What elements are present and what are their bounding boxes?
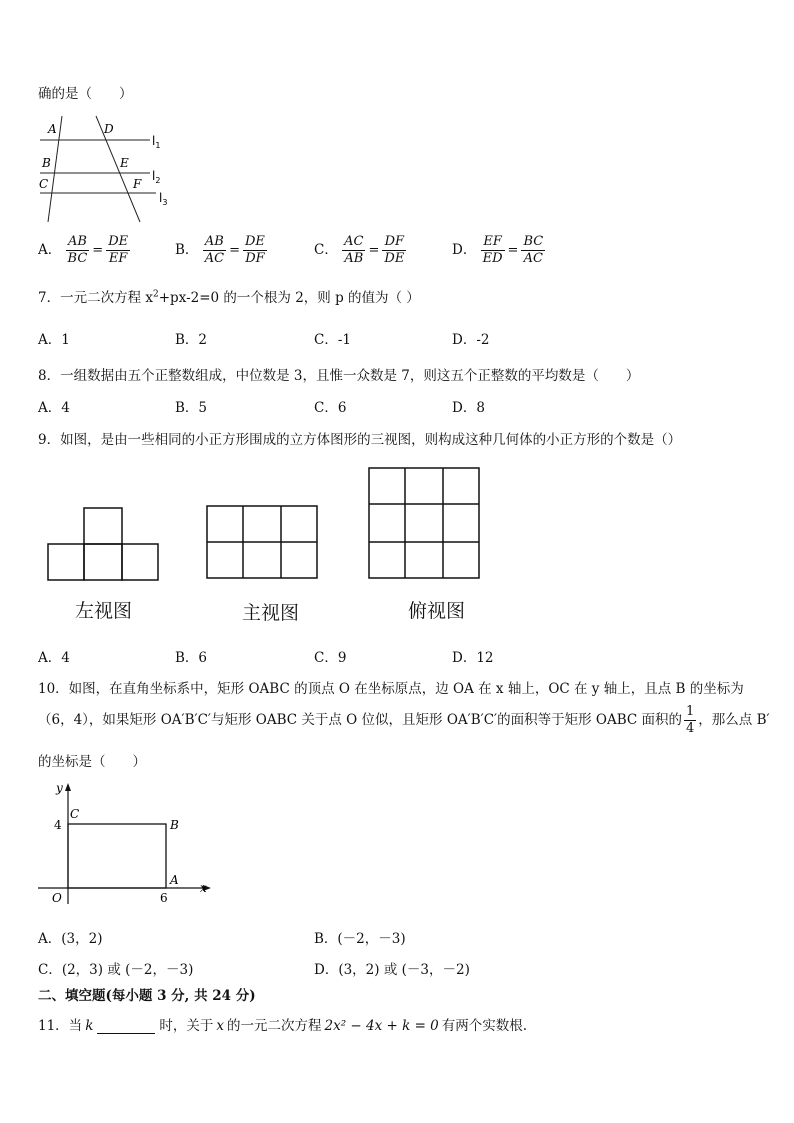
x-tick-label: 6 [160, 891, 168, 905]
q8-option-a[interactable]: A．4 [38, 400, 70, 416]
y-axis-label: y [56, 781, 63, 795]
q7-option-b[interactable]: B．2 [175, 332, 208, 348]
q9-option-a[interactable]: A．4 [38, 650, 70, 666]
equals-sign: = [368, 243, 380, 258]
point-f-label: F [133, 177, 142, 191]
q8-option-d[interactable]: D．8 [452, 400, 485, 416]
q11-answer-blank[interactable] [97, 1021, 155, 1034]
q9-option-b[interactable]: B．6 [175, 650, 208, 666]
line-l2-label: $l_2$ [152, 169, 161, 185]
fraction: $\frac{EF}{ED}$ [482, 234, 503, 266]
fraction: $\frac{BC}{AC}$ [523, 234, 544, 266]
q7-option-c[interactable]: C．-1 [314, 332, 351, 348]
q10-stem-line3: 的坐标是（ ） [38, 754, 146, 770]
y-tick-label: 4 [54, 818, 62, 832]
q6-option-b[interactable] [175, 234, 267, 267]
section-title-fill-in: 二、填空题(每小题 3 分, 共 24 分) [38, 988, 256, 1004]
fraction: $\frac{AB}{BC}$ [67, 234, 88, 266]
q6-option-a[interactable] [38, 234, 130, 267]
option-label: B． [175, 242, 199, 258]
left-view-label: 左视图 [75, 600, 133, 622]
q6-option-d[interactable] [452, 234, 545, 267]
equals-sign: = [92, 243, 104, 258]
fraction: $\frac{AB}{AC}$ [204, 234, 225, 266]
q9-option-c[interactable]: C．9 [314, 650, 347, 666]
q9-option-d[interactable]: D．12 [452, 650, 494, 666]
left-view-figure [46, 506, 160, 582]
q9-stem: 9．如图，是由一些相同的小正方形围成的立方体图形的三视图，则构成这种几何体的小正方形的个数是（） [38, 432, 682, 448]
option-label: D． [452, 242, 477, 258]
q10-coordinate-figure [36, 780, 216, 908]
q6-stem-tail: 确的是（ ） [38, 86, 133, 102]
top-view-figure [367, 466, 481, 580]
point-a-label: A [48, 122, 57, 136]
q8-option-c[interactable]: C．6 [314, 400, 347, 416]
origin-label: O [52, 891, 62, 905]
q10-option-d[interactable]: D．(3，2) 或 (－3，－2) [314, 962, 470, 978]
point-a-label: A [170, 873, 179, 887]
q10-option-b[interactable]: B．(－2，－3) [314, 931, 406, 947]
front-view-figure [205, 504, 319, 580]
fraction: $\frac{DE}{EF}$ [108, 234, 129, 266]
top-view-label: 俯视图 [408, 600, 466, 622]
option-label: A． [38, 242, 62, 258]
q6-option-c[interactable] [314, 234, 406, 267]
q7-option-a[interactable]: A．1 [38, 332, 70, 348]
fraction: $\frac{AC}{AB}$ [344, 234, 364, 266]
line-l1-label: $l_1$ [152, 134, 161, 150]
line-l3-label: $l_3$ [159, 191, 168, 207]
q10-stem-line1: 10．如图，在直角坐标系中，矩形 OABC 的顶点 O 在坐标原点，边 OA 在 x 轴上，OC 在 y 轴上，且点 B 的坐标为 [38, 681, 744, 697]
fraction: $\frac{DE}{DF}$ [244, 234, 265, 266]
fraction-one-quarter: $\frac{1}{4}$ [686, 704, 695, 736]
point-e-label: E [120, 156, 129, 170]
q8-option-b[interactable]: B．5 [175, 400, 208, 416]
equals-sign: = [507, 243, 519, 258]
point-c-label: C [39, 177, 49, 191]
point-b-label: B [170, 818, 179, 832]
x-axis-label: x [200, 881, 207, 895]
q8-stem: 8．一组数据由五个正整数组成，中位数是 3，且惟一众数是 7，则这五个正整数的平均数是（ ） [38, 368, 640, 384]
q10-option-c[interactable]: C．(2，3) 或 (－2，－3) [38, 962, 194, 978]
q7-option-d[interactable]: D．-2 [452, 332, 490, 348]
point-d-label: D [104, 122, 114, 136]
equals-sign: = [229, 243, 240, 258]
q11-equation: 2x² − 4x + k = 0 [324, 1018, 439, 1034]
front-view-label: 主视图 [242, 602, 300, 624]
point-b-label: B [42, 156, 51, 170]
point-c-label: C [70, 807, 80, 821]
q7-stem: 7．一元二次方程 $x^2+px-2=0$ 的一个根为 2，则 p 的值为（ ） [38, 289, 420, 306]
q6-parallel-lines-figure [36, 112, 176, 224]
fraction: $\frac{DF}{DE}$ [384, 234, 405, 266]
option-label: C． [314, 242, 338, 258]
q10-stem-line2: （6，4），如果矩形 OA′B′C′与矩形 OABC 关于点 O 位似，且矩形 OA′B′C′的面积等于矩形 OABC 面积的 $\frac{1}{4}$ ，那么点 B′ [38, 704, 770, 736]
q11-stem: 11．当 k 时，关于 x 的一元二次方程 2x² − 4x + k = 0 有两个实数根. [38, 1018, 528, 1034]
q10-option-a[interactable]: A．(3，2) [38, 931, 103, 947]
